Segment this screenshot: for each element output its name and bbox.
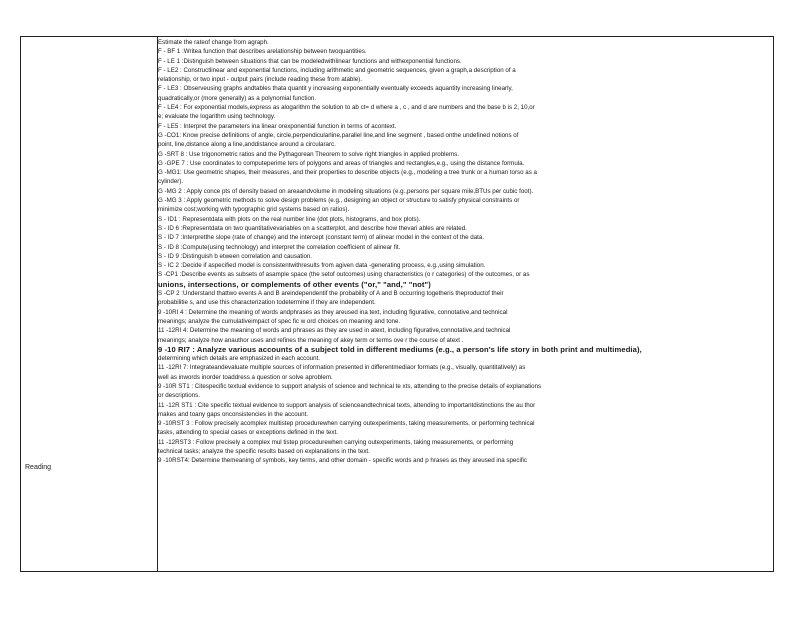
standard-line: probabilitie s, and use this characterization todetermine if they are independent. xyxy=(158,299,376,307)
standard-line: Estimate the rateof change from agraph. xyxy=(158,39,269,46)
standard-line: S -CP 2 :Understand thattwo events A and B areindependentif the probability of A and B occurring togetheris theproductof their xyxy=(158,290,504,298)
standard-line: cylinder). xyxy=(158,178,184,186)
standard-line: 11 -12RST3 : Follow precisely a complex mul tistep procedurewhen carrying outexperiments, taking measurements, or performing xyxy=(158,438,514,446)
standard-line: S - ID 7 :Interpretthe slope (rate of change) and the intercept (constant term) of alinear model in the context of the data. xyxy=(158,234,485,242)
standard-line: S - IC 2 :Decide if aspecified model is consistentwithresults from agiven data -generating process, e.g.,using simulation. xyxy=(158,262,486,270)
standard-line: 9 -10R ST1 : Citespecific textual evidence to support analysis of science and technical te xts, attending to the precise details of explanations xyxy=(158,382,542,390)
standard-line: 11 -12R ST1 : Cite specific textual evidence to support analysis of scienceandtechnical texts, attending to importantdistinctions the au thor xyxy=(158,401,536,409)
standard-line: S - ID1 : Representdata with plots on the real number line (dot plots, histograms, and box plots). xyxy=(158,215,421,223)
standard-line: G -CO1: Know precise definitions of angle, circle,perpendicularline,parallel line,and line segment , based onthe undefined notions of xyxy=(158,131,519,139)
standard-line: F - BF 1 :Writea function that describes arelationship between twoquantities. xyxy=(158,48,367,56)
standard-line: relationship, or two input - output pairs (include reading these from atable). xyxy=(158,76,362,84)
standard-line: F - LE3 : Observeusing graphs andtables thata quantit y increasing exponentially eventually exceeds aquantity increasing linearly, xyxy=(158,85,513,93)
standard-line: or descriptions. xyxy=(158,392,200,400)
standard-line: S - ID 8 :Compute(using technology) and interpret the correlation coefficient of alinear fit. xyxy=(158,243,401,251)
standard-line: G -SRT 8 : Use trigonometric ratios and the Pythagorean Theorem to solve right triangles in applied problems. xyxy=(158,150,459,158)
standard-line: F - LE2 : Constructlinear and exponential functions, including arithmetic and geometric sequences, given a graph,a description of a xyxy=(158,66,516,74)
standard-line: 11 -12RI 7: Integrateandevaluate multiple sources of information presented in differentmediaor formats (e.g., visually, quantitatively) as xyxy=(158,364,526,372)
standard-line: meanings; analyze how anauthor uses and refines the meaning of akey term or terms ove r the course of atext . xyxy=(158,336,464,344)
standard-line: S - ID 6 :Representdata on two quantitativevariables on a scatterplot, and describe how thevari ables are related. xyxy=(158,224,467,232)
standard-line: minimize cost;working with typographic grid systems based on ratios). xyxy=(158,206,350,214)
standard-line: F - LE5 : Interpret the parameters ina linear orexponential function in terms of acontext. xyxy=(158,122,397,130)
standard-line: unions, intersections, or complements of other events ("or," "and," "not") xyxy=(158,279,431,289)
standard-line: technical tasks; analyze the specific results based on explanations in the text. xyxy=(158,448,370,456)
standard-line: F - LE4 : For exponential models,express as alogarithm the solution to ab ct= d where a , c , and d are numbers and the base b is 2, 10,or xyxy=(158,104,535,112)
standard-line: 9 -10RST 3 : Follow precisely acomplex multistep procedurewhen carrying outexperiments, taking measurements, or performing technical xyxy=(158,420,535,428)
standard-line: quadratically,or (more generally) as a polynomial function. xyxy=(158,94,317,102)
standard-line: G -MG1: Use geometric shapes, their measures, and their properties to describe objects (e.g., modeling a tree trunk or a human torso as a xyxy=(158,169,537,177)
standard-line: 9 -10 RI7 : Analyze various accounts of a subject told in different mediums (e.g., a person's life story in both print and multimedia), xyxy=(158,344,642,354)
standard-line: G -MG 2 : Apply conce pts of density based on areaandvolume in modeling situations (e.g.,persons per square mile,BTUs per cubic foot). xyxy=(158,187,534,195)
standard-line: G -MG 3 : Apply geometric methods to solve design problems (e.g., designing an object or structure to satisfy physical constraints or xyxy=(158,197,520,205)
standards-list xyxy=(158,38,768,466)
standard-line: 11 -12RI 4: Determine the meaning of words and phrases as they are used in atext, including figurative,connotative,and technical xyxy=(158,327,511,335)
standard-line: tasks, attending to special cases or exceptions defined in the text. xyxy=(158,429,338,437)
standard-line: F - LE 1 :Distinguish between situations that can be modeledwithlinear functions and withexponential functions. xyxy=(158,57,462,65)
standard-line: makes and toany gaps onconsistencies in the account. xyxy=(158,410,308,418)
standard-line: well as inwords inorder toaddress a question or solve aproblem. xyxy=(158,373,333,381)
standard-line: S - ID 9 :Distinguish b etween correlation and causation. xyxy=(158,252,313,260)
standard-line: meanings; analyze the cumulativeimpact of spec fic w ord choices on meaning and tone. xyxy=(158,317,401,325)
standard-line: e; evaluate the logarithm using technology. xyxy=(158,113,276,121)
standard-line: determining which details are emphasized in each account. xyxy=(158,355,320,363)
standard-line: 9 -10RST4: Determine themeaning of symbols, key terms, and other domain - specific words and p hrases as they areused ina specific xyxy=(158,457,528,465)
standard-line: 9 -10RI 4 : Determine the meaning of words andphrases as they areused ina text, including figurative, connotative,and technical xyxy=(158,308,508,316)
standard-line: S -CP1 :Describe events as subsets of asample space (the setof outcomes) using characteristics (o r categories) of the outcomes, or as xyxy=(158,271,530,279)
standard-line: point, line,distance along a line,anddistance around a circulararc. xyxy=(158,141,336,149)
standard-line: G -GPE 7 : Use coordinates to computeperime ters of polygons and areas of triangles and rectangles,e.g., using the distance formula. xyxy=(158,159,525,167)
row-label-reading: Reading xyxy=(25,464,52,471)
